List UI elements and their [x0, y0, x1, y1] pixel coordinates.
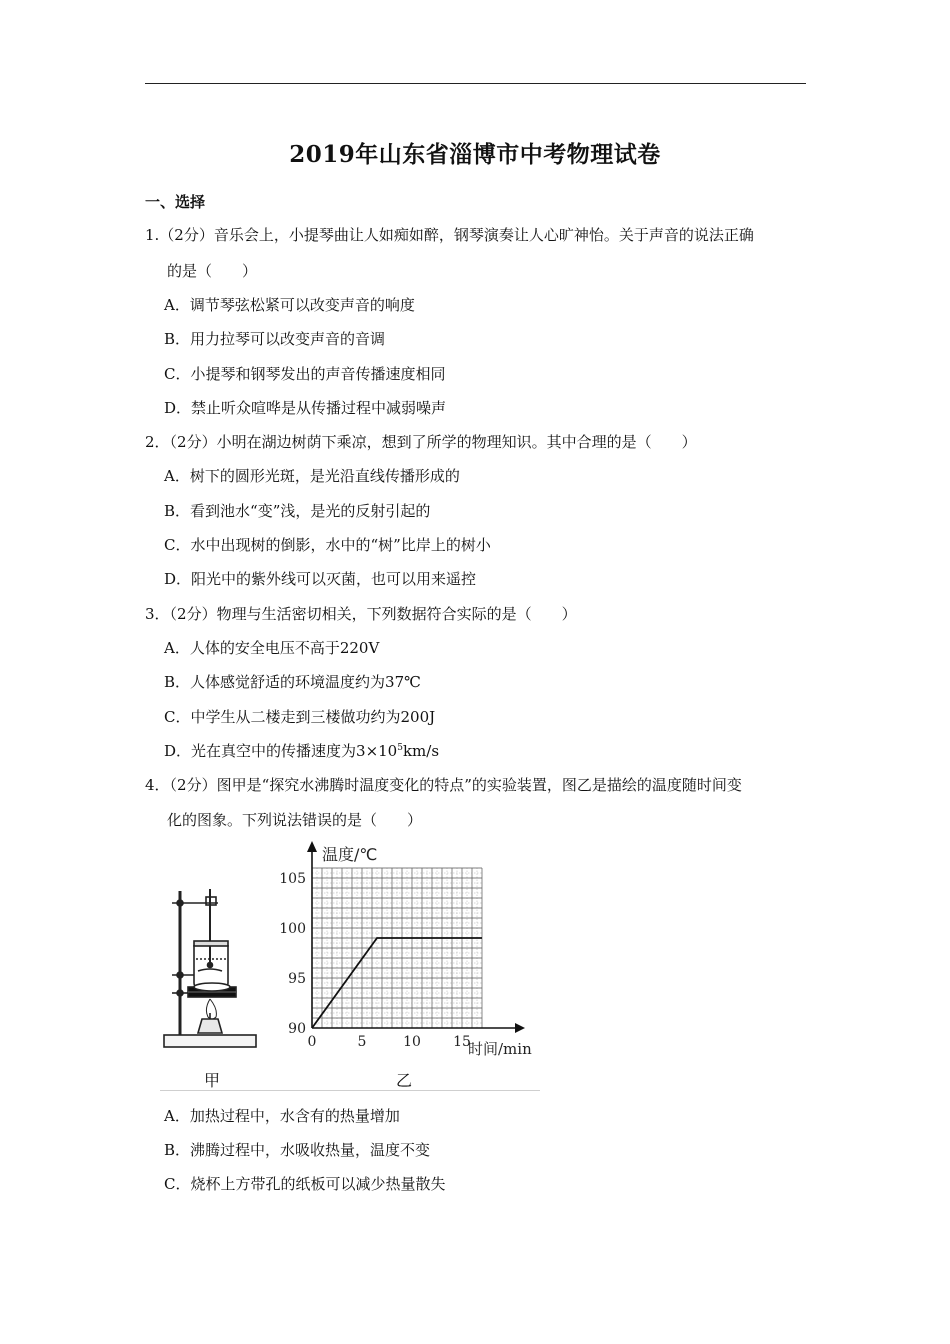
question-2-option-c: C．水中出现树的倒影，水中的“树”比岸上的树小: [164, 536, 491, 554]
apparatus-illustration: [160, 883, 260, 1058]
figure-caption-right: 乙: [396, 1071, 413, 1090]
figure-caption-left: 甲: [204, 1071, 221, 1090]
temperature-time-chart: [275, 838, 545, 1063]
question-3-option-a: A．人体的安全电压不高于220V: [164, 639, 380, 657]
question-3-option-c: C．中学生从二楼走到三楼做功约为200J: [164, 708, 436, 726]
question-1-option-b: B．用力拉琴可以改变声音的音调: [164, 330, 386, 348]
question-4-option-b: B．沸腾过程中，水吸收热量，温度不变: [164, 1141, 431, 1159]
question-3-option-b: B．人体感觉舒适的环境温度约为37℃: [164, 673, 421, 691]
chart-x-axis-label: 时间/min: [468, 1040, 532, 1058]
question-1-stem: 1.（2分）音乐会上，小提琴曲让人如痴如醉，钢琴演奏让人心旷神怡。关于声音的说法正确: [145, 226, 754, 244]
chart-axes: [307, 841, 525, 1033]
question-2-stem: 2．（2分）小明在湖边树荫下乘凉，想到了所学的物理知识。其中合理的是（ ）: [145, 433, 697, 451]
question-1-option-c: C．小提琴和钢琴发出的声音传播速度相同: [164, 365, 446, 383]
question-1-stem-cont: 的是（ ）: [167, 262, 258, 280]
question-4-stem: 4．（2分）图甲是“探究水沸腾时温度变化的特点”的实验装置，图乙是描绘的温度随时间变: [145, 776, 742, 794]
question-1-option-a: A．调节琴弦松紧可以改变声音的响度: [164, 296, 415, 314]
chart-y-tick-label: 90: [288, 1021, 306, 1037]
question-2-option-b: B．看到池水“变”浅，是光的反射引起的: [164, 502, 431, 520]
question-2-option-d: D．阳光中的紫外线可以灭菌，也可以用来遥控: [164, 570, 477, 588]
question-4-option-c: C．烧杯上方带孔的纸板可以减少热量散失: [164, 1175, 446, 1193]
chart-x-axis-arrow: [515, 1023, 525, 1033]
header-rule: [145, 83, 806, 84]
chart-x-tick-label: 10: [403, 1034, 421, 1050]
question-1-option-d: D．禁止听众喧哗是从传播过程中减弱噪声: [164, 399, 447, 417]
page-title: 2019年山东省淄博市中考物理试卷: [289, 141, 661, 168]
option-d-text: D．光在真空中的传播速度为3×10: [164, 742, 398, 760]
option-d-unit: km/s: [402, 742, 440, 760]
chart-x-tick-label: 5: [357, 1034, 367, 1050]
question-2-option-a: A．树下的圆形光斑，是光沿直线传播形成的: [164, 467, 460, 485]
question-4-stem-cont: 化的图象。下列说法错误的是（ ）: [167, 811, 423, 829]
question-3-stem: 3．（2分）物理与生活密切相关，下列数据符合实际的是（ ）: [145, 605, 577, 623]
chart-y-tick-label: 105: [279, 871, 306, 887]
chart-y-axis-label: 温度/℃: [322, 845, 378, 864]
section-heading: 一、选择: [145, 193, 206, 211]
chart-y-tick-label: 100: [279, 921, 306, 937]
chart-x-tick-label: 0: [307, 1034, 317, 1050]
chart-y-tick-label: 95: [288, 971, 306, 987]
chart-x-tick-label: 15: [453, 1034, 471, 1050]
chart-grid: [312, 868, 482, 1028]
option-d-exponent: 5: [397, 743, 403, 753]
question-3-option-d: [164, 740, 439, 761]
chart-y-axis-arrow: [307, 841, 317, 852]
figure-bottom-rule: [160, 1090, 540, 1091]
question-4-option-a: A．加热过程中，水含有的热量增加: [164, 1107, 400, 1125]
